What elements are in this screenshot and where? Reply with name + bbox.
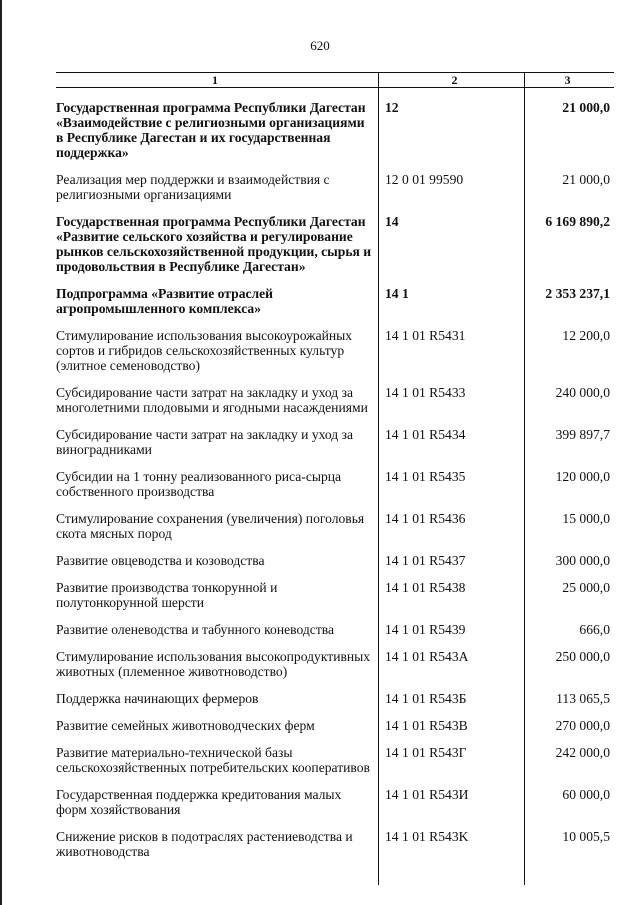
row-amount: 2 353 237,1: [524, 286, 614, 316]
row-code: 14 1 01 R543K: [378, 829, 524, 859]
row-name: Субсидирование части затрат на закладку и уход за виноградниками: [56, 427, 354, 457]
row-spacer: [56, 610, 614, 622]
row-spacer: [56, 457, 614, 469]
table-row: [56, 787, 614, 817]
row-amount: 399 897,7: [524, 427, 614, 457]
table-tail: [56, 859, 614, 885]
table-row: [56, 172, 614, 202]
row-name: Государственная поддержка кредитования малых форм хозяйствования: [56, 787, 342, 817]
row-amount: 300 000,0: [524, 553, 614, 568]
row-name: Развитие оленеводства и табунного коневодства: [56, 622, 335, 637]
table-row: [56, 385, 614, 415]
row-spacer: [56, 541, 614, 553]
row-amount: 10 005,5: [524, 829, 614, 859]
page-number: 620: [310, 38, 330, 53]
row-code: 14 1 01 R543B: [378, 718, 524, 733]
row-code: 12 0 01 99590: [378, 172, 524, 202]
table-row: [56, 649, 614, 679]
row-amount: 21 000,0: [524, 100, 614, 160]
row-name: Реализация мер поддержки и взаимодействия с религиозными организациями: [56, 172, 330, 202]
row-name: Развитие материально-технической базы сельскохозяйственных потребительских кооперативов: [56, 745, 370, 775]
row-name: Развитие овцеводства и козоводства: [56, 553, 265, 568]
row-spacer: [56, 679, 614, 691]
row-amount: 15 000,0: [524, 511, 614, 541]
row-amount: 666,0: [524, 622, 614, 637]
header-col-3: 3: [524, 73, 614, 87]
row-code: 14 1 01 R5435: [378, 469, 524, 499]
budget-table: [56, 72, 614, 885]
row-name: Развитие производства тонкорунной и полутонкорунной шерсти: [56, 580, 278, 610]
row-spacer: [56, 415, 614, 427]
table-row: [56, 553, 614, 568]
table-row: [56, 286, 614, 316]
row-amount: 242 000,0: [524, 745, 614, 775]
row-name: Развитие семейных животноводческих ферм: [56, 718, 315, 733]
row-name: Субсидии на 1 тонну реализованного риса-сырца собственного производства: [56, 469, 342, 499]
row-name: Стимулирование использования высокоурожайных сортов и гибридов сельскохозяйственных культур (элитное семеноводство): [56, 328, 353, 373]
row-amount: 250 000,0: [524, 649, 614, 679]
row-code: 14 1 01 R5434: [378, 427, 524, 457]
table-row: [56, 100, 614, 160]
table-row: [56, 469, 614, 499]
table-row: [56, 427, 614, 457]
row-code: 14 1: [378, 286, 524, 316]
row-amount: 21 000,0: [524, 172, 614, 202]
table-row: [56, 580, 614, 610]
row-name: Государственная программа Республики Дагестан «Взаимодействие с религиозными организациями в Республике Дагестан и их государственная поддержка»: [56, 100, 366, 160]
row-amount: 113 065,5: [524, 691, 614, 706]
row-name: Стимулирование сохранения (увеличения) поголовья скота мясных пород: [56, 511, 365, 541]
row-amount: 60 000,0: [524, 787, 614, 817]
table-row: [56, 829, 614, 859]
table-row: [56, 718, 614, 733]
table-row: [56, 745, 614, 775]
row-code: 14 1 01 R543Г: [378, 745, 524, 775]
table-row: [56, 511, 614, 541]
row-spacer: [56, 274, 614, 286]
row-code: 14 1 01 R5437: [378, 553, 524, 568]
row-spacer: [56, 775, 614, 787]
table-body: [56, 88, 614, 885]
row-spacer: [56, 733, 614, 745]
row-name: Субсидирование части затрат на закладку и уход за многолетними плодовыми и ягодными насаждениями: [56, 385, 368, 415]
row-spacer: [56, 499, 614, 511]
row-name: Стимулирование использования высокопродуктивных животных (племенное животноводство): [56, 649, 371, 679]
row-code: 12: [378, 100, 524, 160]
row-code: 14 1 01 R5436: [378, 511, 524, 541]
table-row: [56, 691, 614, 706]
table-header: [56, 73, 614, 88]
row-spacer: [56, 202, 614, 214]
row-code: 14 1 01 R543A: [378, 649, 524, 679]
row-amount: 25 000,0: [524, 580, 614, 610]
table-row: [56, 214, 614, 274]
header-col-2: 2: [378, 73, 524, 87]
row-name: Поддержка начинающих фермеров: [56, 691, 259, 706]
row-spacer: [56, 568, 614, 580]
row-code: 14 1 01 R543И: [378, 787, 524, 817]
row-amount: 240 000,0: [524, 385, 614, 415]
row-spacer: [56, 373, 614, 385]
table-row: [56, 622, 614, 637]
row-spacer: [56, 637, 614, 649]
row-code: 14 1 01 R5439: [378, 622, 524, 637]
row-spacer: [56, 706, 614, 718]
row-amount: 270 000,0: [524, 718, 614, 733]
scan-edge: [0, 0, 2, 905]
row-spacer: [56, 817, 614, 829]
row-spacer: [56, 316, 614, 328]
row-spacer: [56, 88, 614, 100]
row-spacer: [56, 160, 614, 172]
row-amount: 120 000,0: [524, 469, 614, 499]
table-row: [56, 328, 614, 373]
row-code: 14 1 01 R543Б: [378, 691, 524, 706]
row-code: 14: [378, 214, 524, 274]
row-code: 14 1 01 R5431: [378, 328, 524, 373]
row-code: 14 1 01 R5433: [378, 385, 524, 415]
row-name: Подпрограмма «Развитие отраслей агропромышленного комплекса»: [56, 286, 274, 316]
header-col-1: 1: [212, 73, 218, 87]
row-name: Государственная программа Республики Дагестан «Развитие сельского хозяйства и регулирование рынков сельскохозяйственной продукции, сырья и продовольствия в Республике Дагестан»: [56, 214, 372, 274]
row-code: 14 1 01 R5438: [378, 580, 524, 610]
row-amount: 6 169 890,2: [524, 214, 614, 274]
row-name: Снижение рисков в подотраслях растениеводства и животноводства: [56, 829, 353, 859]
row-amount: 12 200,0: [524, 328, 614, 373]
